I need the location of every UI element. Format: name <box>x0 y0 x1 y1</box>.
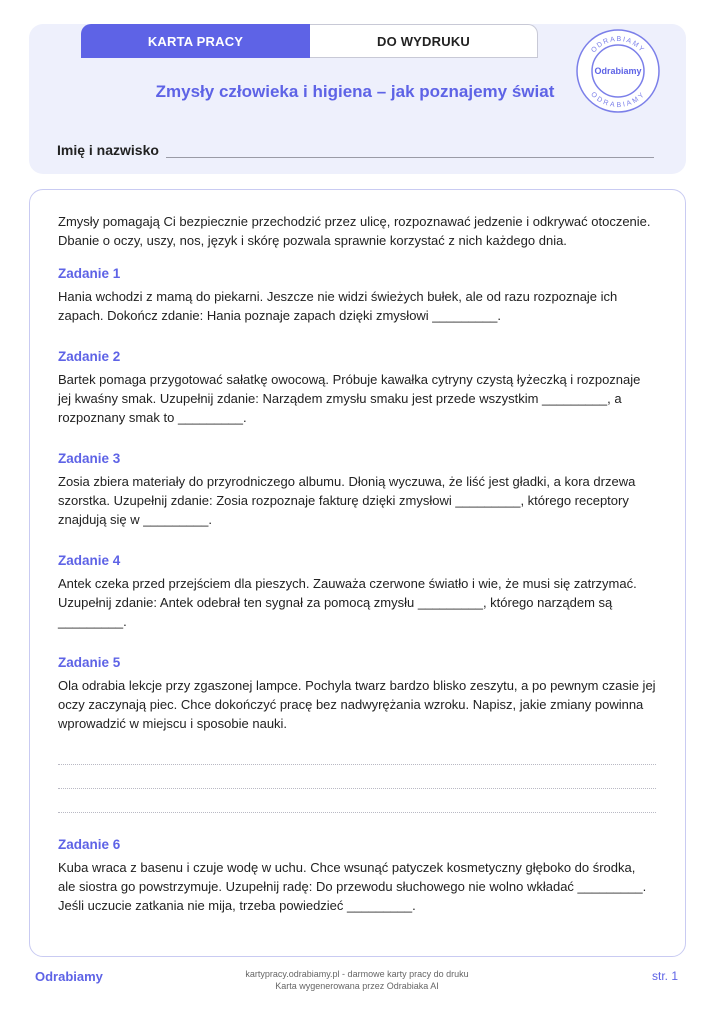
task-text: Kuba wraca z basenu i czuje wodę w uchu. Chce wsunąć patyczek kosmetyczny głęboko do środka, ale siostra go powstrzymuje. Uzupełnij radę: Do przewodu słuchowego nie wolno wkładać _________. Jeśli uczucie zatkania nie mija, trzeba powiedzieć _________. <box>58 860 647 913</box>
footer-brand[interactable]: Odrabiamy <box>35 969 103 984</box>
page-number: str. 1 <box>651 969 678 983</box>
footer-info <box>180 968 534 992</box>
task-text: Zosia zbiera materiały do przyrodniczego albumu. Dłonią wyczuwa, że liść jest gładki, a kora drzewa szorstka. Uzupełnij zdanie: Zosia rozpoznaje fakturę dzięki zmysłowi _________, którego receptory znajdują się w _________. <box>58 474 636 527</box>
name-label: Imię i nazwisko <box>57 142 159 158</box>
task-1 <box>58 264 656 325</box>
answer-line[interactable] <box>58 789 656 813</box>
stamp-arc-bottom: ODRABIAMY <box>589 91 647 110</box>
task-3 <box>58 449 656 529</box>
answer-lines <box>58 741 656 813</box>
worksheet-content <box>58 212 656 937</box>
odrabiamy-stamp-icon <box>575 28 661 114</box>
header-tabs <box>81 24 538 58</box>
task-text: Bartek pomaga przygotować sałatkę owocową. Próbuje kawałka cytryny czystą łyżeczką i rozpoznaje jej kwaśny smak. Uzupełnij zdanie: Narządem zmysłu smaku jest przede wszystkim _________, a rozpoznany smak to _________. <box>58 372 641 425</box>
answer-line[interactable] <box>58 741 656 765</box>
name-input-line[interactable] <box>166 157 654 158</box>
stamp-center-text: Odrabiamy <box>594 66 642 76</box>
task-2 <box>58 347 656 427</box>
tab-do-wydruku[interactable]: DO WYDRUKU <box>310 24 538 58</box>
task-title: Zadanie 3 <box>58 451 121 466</box>
task-4 <box>58 551 656 631</box>
task-text: Ola odrabia lekcje przy zgaszonej lampce. Pochyla twarz bardzo blisko zeszytu, a po pewnym czasie jej oczy zaczynają piec. Chce dokończyć pracę bez nadwyrężania wzroku. Napisz, jakie zmiany powinna wprowadzić w miejscu i sposobie nauki. <box>58 678 656 731</box>
footer-line-2: Karta wygenerowana przez Odrabiaka AI <box>275 981 439 991</box>
footer-line-1: kartypracy.odrabiamy.pl - darmowe karty pracy do druku <box>245 969 469 979</box>
task-title: Zadanie 1 <box>58 266 121 281</box>
intro-text: Zmysły pomagają Ci bezpiecznie przechodzić przez ulicę, rozpoznawać jedzenie i odkrywać otoczenie. Dbanie o oczy, uszy, nos, język i skórę pozwala sprawnie korzystać z nich każdego dnia. <box>58 214 651 248</box>
task-title: Zadanie 6 <box>58 837 121 852</box>
tab-karta-pracy[interactable]: KARTA PRACY <box>81 24 310 58</box>
task-title: Zadanie 5 <box>58 655 121 670</box>
task-title: Zadanie 2 <box>58 349 121 364</box>
task-text: Hania wchodzi z mamą do piekarni. Jeszcze nie widzi świeżych bułek, ale od razu rozpoznaje ich zapach. Dokończ zdanie: Hania poznaje zapach dzięki zmysłowi _________. <box>58 289 618 323</box>
task-6 <box>58 835 656 915</box>
task-text: Antek czeka przed przejściem dla pieszych. Zauważa czerwone światło i wie, że musi się zatrzymać. Uzupełnij zdanie: Antek odebrał ten sygnał za pomocą zmysłu _________, którego narządem są _________. <box>58 576 637 629</box>
task-title: Zadanie 4 <box>58 553 121 568</box>
answer-line[interactable] <box>58 765 656 789</box>
task-5 <box>58 653 656 813</box>
stamp-arc-top: ODRABIAMY <box>590 35 646 55</box>
page-title: Zmysły człowieka i higiena – jak poznajemy świat <box>155 82 555 101</box>
